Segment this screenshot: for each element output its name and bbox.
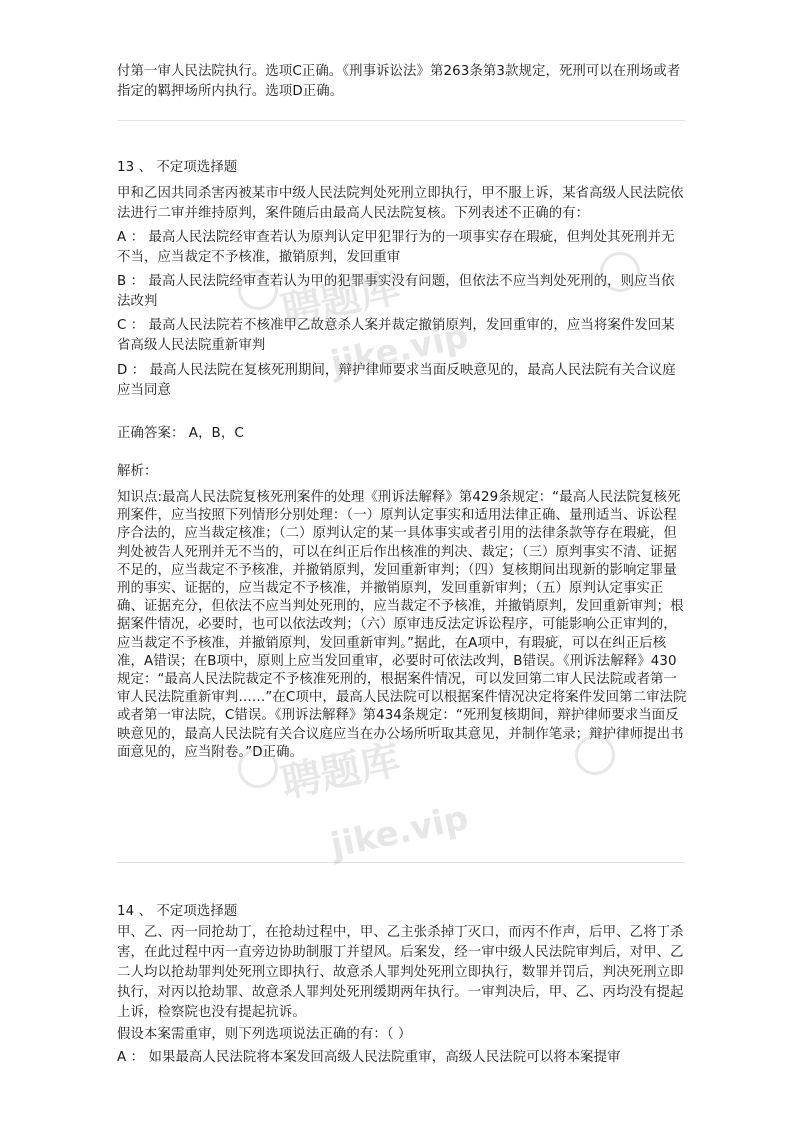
q14-stem: 甲、乙、丙一同抢劫丁，在抢劫过程中，甲、乙主张杀掉丁灭口，而丙不作声，后甲、乙将丁杀害，在此过程中丙一直旁边协助制服丁并望风。后案发，经一审中级人民法院审判后，对甲、乙二人均以抢劫罪判处死刑立即执行、故意杀人罪判处死刑立即执行，数罪并罚后，判决死刑立即执行，对丙以抢劫罪、故意杀人罪判处死刑缓期两年执行。一审判决后，甲、乙、丙均没有提起上诉，检察院也没有提起抗诉。 — [117, 925, 684, 1020]
q13-analysis: 知识点:最高人民法院复核死刑案件的处理《刑诉法解释》第429条规定：“最高人民法院复核死刑案件，应当按照下列情形分别处理：（一）原判认定事实和适用法律正确、量刑适当、诉讼程序合法的，应当裁定核准；（二）原判认定的某一具体事实或者引用的法律条款等存在瑕疵，但判处被告人死刑并无不当的，可以在纠正后作出核准的判决、裁定；（三）原判事实不清、证据不足的，应当裁定不予核准，并撤销原判，发回重新审判；（四）复核期间出现新的影响定罪量刑的事实、证据的，应当裁定不予核准，并撤销原判，发回重新审判；（五）原判认定事实正确、证据充分，但依法不应当判处死刑的，应当裁定不予核准，并撤销原判，发回重新审判；根据案件情况，必要时，也可以依法改判；（六）原审违反法定诉讼程序，可能影响公正审判的，应当裁定不予核准，并撤销原判，发回重新审判。”据此，在A项中，有瑕疵，可以在纠正后核准，A错误；在B项中，原则上应当发回重审，必要时可依法改判，B错误。《刑诉法解释》430规定：“最高人民法院裁定不予核准死刑的，根据案件情况，可以发回第二审人民法院或者第一审人民法院重新审判……”在C项中，最高人民法院可以根据案件情况决定将案件发回第二审法院或者第一审法院，C错误。《刑诉法解释》第434条规定：“死刑复核期间，辩护律师要求当面反映意见的，最高人民法院有关合议庭应当在办公场所听取其意见，并制作笔录；辩护律师提出书面意见的，应当附卷。”D正确。 — [117, 490, 687, 760]
q13-option-c: C ： 最高人民法院若不核准甲乙故意杀人案并裁定撤销原判，发回重审的，应当将案件发回某省高级人民法院重新审判 — [117, 318, 675, 353]
watermark-text: 聘题库 — [277, 264, 405, 335]
q13-answer: 正确答案： A，B，C — [117, 426, 244, 441]
q13-option-b: B ： 最高人民法院经审查若认为甲的犯罪事实没有问题，但依法不应当判处死刑的，则应当依法改判 — [117, 274, 675, 309]
watermark-text: jike.vip — [327, 797, 472, 867]
q14-heading: 14 、 不定项选择题 — [117, 904, 238, 919]
q13-option-a: A ： 最高人民法院经审查若认为原判认定甲犯罪行为的一项事实存在瑕疵，但判处其死刑并无不当，应当裁定不予核准，撤销原判，发回重审 — [117, 230, 675, 265]
q13-option-d: D ： 最高人民法院在复核死刑期间，辩护律师要求当面反映意见的，最高人民法院有关合议庭应当同意 — [117, 363, 676, 398]
watermark-text: jike.vip — [327, 315, 472, 385]
prev-answer-text: 付第一审人民法院执行。选项C正确。《刑事诉讼法》第263条第3款规定，死刑可以在刑场或者指定的羁押场所内执行。选项D正确。 — [117, 64, 681, 99]
q13-stem: 甲和乙因共同杀害丙被某市中级人民法院判处死刑立即执行，甲不服上诉，某省高级人民法院依法进行二审并维持原判，案件随后由最高人民法院复核。下列表述不正确的有： — [117, 186, 684, 221]
q14-option-a: A ： 如果最高人民法院将本案发回高级人民法院重审，高级人民法院可以将本案提审 — [117, 1050, 621, 1065]
q13-analysis-label: 解析： — [117, 464, 158, 479]
watermark-text: 聘题库 — [277, 736, 405, 807]
section-divider — [117, 120, 685, 121]
q14-question: 假设本案需重审，则下列选项说法正确的有：（ ） — [117, 1027, 412, 1042]
section-divider — [117, 862, 685, 863]
q13-heading: 13 、 不定项选择题 — [117, 160, 238, 175]
